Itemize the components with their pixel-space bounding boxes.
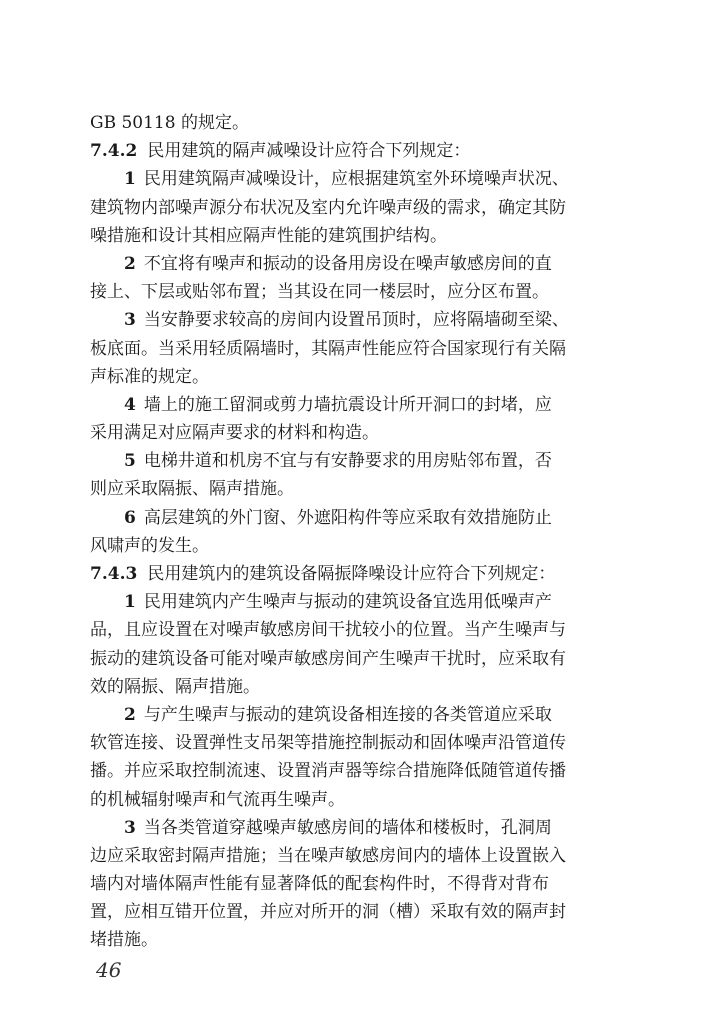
text-line — [90, 194, 635, 222]
text-line — [90, 335, 635, 363]
clause-number: 7.4.3 — [90, 564, 138, 584]
text-line — [90, 926, 635, 954]
line-text: 堵措施。 — [90, 930, 158, 951]
text-line — [90, 673, 635, 701]
line-text: 民用建筑内的建筑设备隔振降噪设计应符合下列规定： — [147, 564, 556, 584]
text-line — [90, 419, 635, 447]
line-text: 墙内对墙体隔声性能有显著降低的配套构件时，不得背对背布 — [90, 874, 549, 895]
item-number: 2 — [124, 704, 136, 725]
text-line — [90, 475, 635, 503]
line-text: 边应采取密封隔声措施；当在噪声敏感房间内的墙体上设置嵌入 — [90, 845, 566, 866]
line-text: GB 50118 的规定。 — [90, 113, 249, 133]
line-text: 建筑物内部噪声源分布状况及室内允许噪声级的需求，确定其防 — [90, 197, 566, 218]
line-text: 当各类管道穿越噪声敏感房间的墙体和楼板时，孔洞周 — [143, 817, 552, 838]
text-line — [90, 109, 635, 137]
item-number: 1 — [124, 592, 136, 613]
list-item-start — [90, 814, 635, 842]
line-text: 民用建筑隔声减噪设计，应根据建筑室外环境噪声状况、 — [143, 169, 569, 190]
text-line — [90, 222, 635, 250]
text-line — [90, 898, 635, 926]
line-text: 不宜将有噪声和振动的设备用房设在噪声敏感房间的直 — [143, 253, 552, 274]
line-text: 播。并应采取控制流速、设置消声器等综合措施降低随管道传播 — [90, 761, 566, 782]
item-number: 6 — [124, 507, 136, 528]
line-text: 墙上的施工留洞或剪力墙抗震设计所开洞口的封堵，应 — [143, 394, 552, 415]
item-number: 5 — [124, 451, 136, 472]
clause-heading — [90, 560, 635, 588]
line-text: 软管连接、设置弹性支吊架等措施控制振动和固体噪声沿管道传 — [90, 733, 566, 754]
text-line — [90, 532, 635, 560]
text-line — [90, 645, 635, 673]
list-item-start — [90, 588, 635, 616]
line-text: 采用满足对应隔声要求的材料和构造。 — [90, 423, 379, 444]
line-text: 置，应相互错开位置，并应对所开的洞（槽）采取有效的隔声封 — [90, 902, 566, 923]
line-text: 板底面。当采用轻质隔墙时，其隔声性能应符合国家现行有关隔 — [90, 338, 566, 359]
line-text: 效的隔振、隔声措施。 — [90, 676, 260, 697]
line-text: 民用建筑内产生噪声与振动的建筑设备宜选用低噪声产 — [143, 592, 552, 613]
item-number: 3 — [124, 310, 136, 331]
list-item-start — [90, 391, 635, 419]
item-number: 2 — [124, 253, 136, 274]
text-line — [90, 616, 635, 644]
item-number: 4 — [124, 394, 136, 415]
text-line — [90, 870, 635, 898]
line-text: 品，且应设置在对噪声敏感房间干扰较小的位置。当产生噪声与 — [90, 620, 566, 641]
line-text: 与产生噪声与振动的建筑设备相连接的各类管道应采取 — [143, 704, 552, 725]
line-text: 民用建筑的隔声减噪设计应符合下列规定： — [147, 141, 471, 162]
list-item-start — [90, 250, 635, 278]
text-line — [90, 757, 635, 785]
list-item-start — [90, 504, 635, 532]
item-number: 1 — [124, 169, 136, 190]
text-line — [90, 786, 635, 814]
line-text: 振动的建筑设备可能对噪声敏感房间产生噪声干扰时，应采取有 — [90, 648, 566, 669]
line-text: 声标准的规定。 — [90, 366, 209, 387]
document-body — [90, 109, 635, 955]
clause-number: 7.4.2 — [90, 141, 138, 162]
page-number: 46 — [96, 958, 122, 982]
line-text: 电梯井道和机房不宜与有安静要求的用房贴邻布置，否 — [143, 451, 552, 472]
clause-heading — [90, 137, 635, 165]
list-item-start — [90, 306, 635, 334]
line-text: 风啸声的发生。 — [90, 535, 209, 556]
line-text: 接上、下层或贴邻布置；当其设在同一楼层时，应分区布置。 — [90, 282, 549, 303]
text-line — [90, 363, 635, 391]
text-line — [90, 842, 635, 870]
line-text: 则应采取隔振、隔声措施。 — [90, 479, 294, 500]
line-text: 当安静要求较高的房间内设置吊顶时，应将隔墙砌至梁、 — [143, 310, 569, 331]
item-number: 3 — [124, 817, 136, 838]
list-item-start — [90, 447, 635, 475]
list-item-start — [90, 165, 635, 193]
text-line — [90, 278, 635, 306]
line-text: 高层建筑的外门窗、外遮阳构件等应采取有效措施防止 — [143, 507, 552, 528]
list-item-start — [90, 701, 635, 729]
line-text: 的机械辐射噪声和气流再生噪声。 — [90, 789, 345, 810]
text-line — [90, 729, 635, 757]
line-text: 噪措施和设计其相应隔声性能的建筑围护结构。 — [90, 225, 447, 246]
